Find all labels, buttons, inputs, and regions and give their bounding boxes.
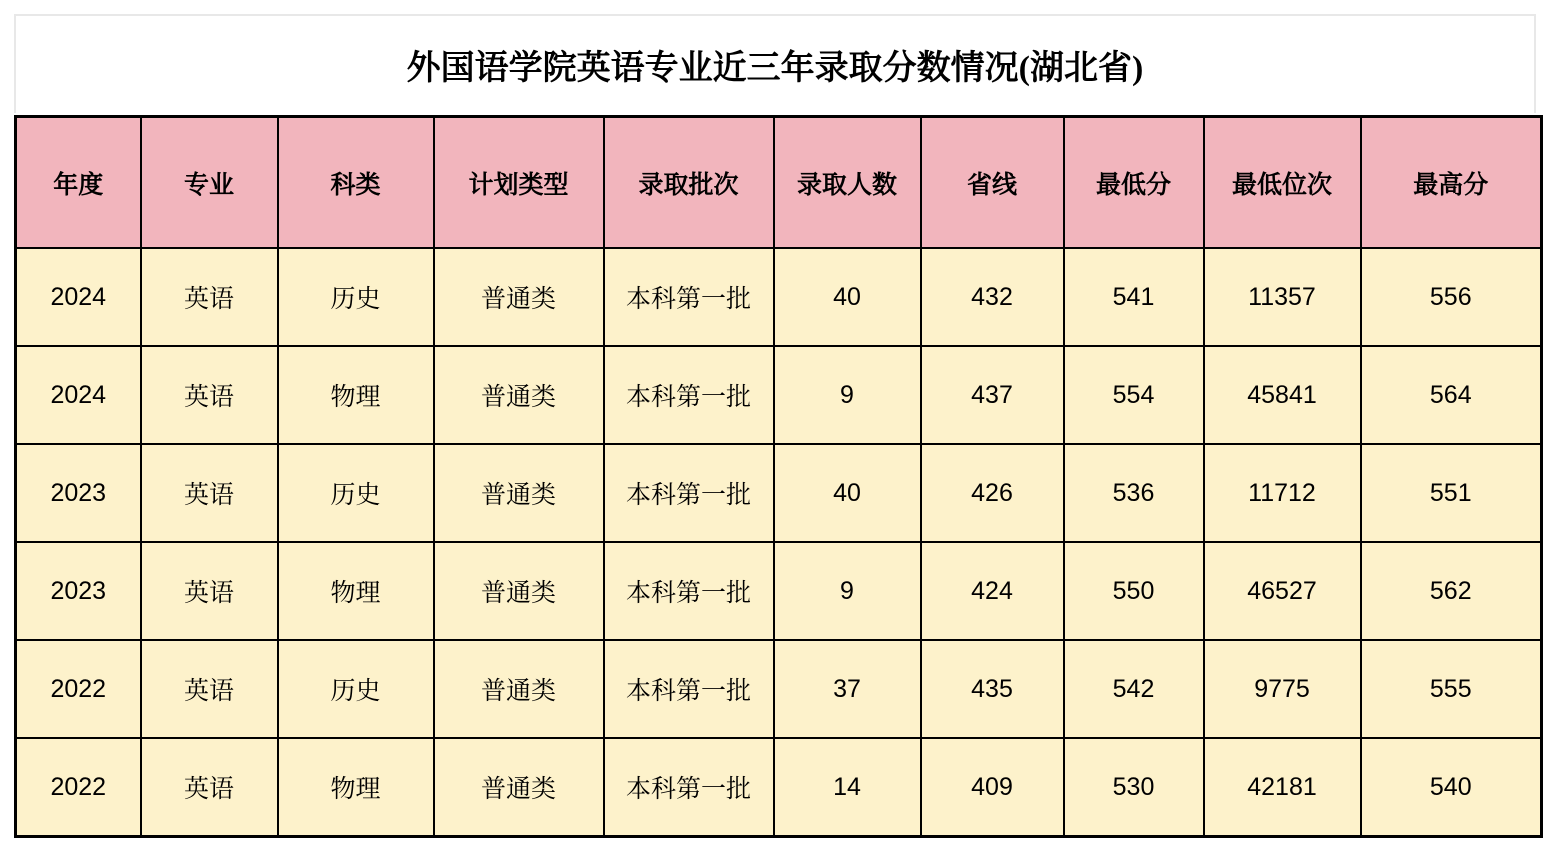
table-cell-batch: 本科第一批 (604, 248, 774, 346)
table-row (16, 542, 1542, 640)
table-cell-major: 英语 (141, 248, 278, 346)
table-cell-admit-count: 40 (774, 444, 921, 542)
table-cell-min-rank: 11712 (1204, 444, 1361, 542)
table-cell-admit-count: 37 (774, 640, 921, 738)
table-cell-prov-line: 409 (921, 738, 1064, 837)
table-cell-year: 2022 (16, 738, 141, 837)
table-cell-prov-line: 435 (921, 640, 1064, 738)
header-cell-min-rank: 最低位次 (1204, 117, 1361, 249)
table-row (16, 738, 1542, 837)
table-cell-prov-line: 424 (921, 542, 1064, 640)
table-cell-major: 英语 (141, 542, 278, 640)
table-cell-plan-type: 普通类 (434, 738, 604, 837)
table-cell-min-score: 536 (1064, 444, 1204, 542)
table-cell-max-score: 555 (1361, 640, 1542, 738)
table-row (16, 346, 1542, 444)
table-cell-batch: 本科第一批 (604, 444, 774, 542)
table-cell-min-score: 554 (1064, 346, 1204, 444)
table-cell-plan-type: 普通类 (434, 346, 604, 444)
table-cell-max-score: 562 (1361, 542, 1542, 640)
table-cell-min-rank: 42181 (1204, 738, 1361, 837)
table-header-row (16, 117, 1542, 249)
table-cell-prov-line: 437 (921, 346, 1064, 444)
table-cell-batch: 本科第一批 (604, 738, 774, 837)
table-cell-min-score: 542 (1064, 640, 1204, 738)
table-cell-batch: 本科第一批 (604, 346, 774, 444)
table-cell-min-rank: 45841 (1204, 346, 1361, 444)
table-cell-admit-count: 14 (774, 738, 921, 837)
table-cell-min-score: 550 (1064, 542, 1204, 640)
table-cell-prov-line: 432 (921, 248, 1064, 346)
table-cell-major: 英语 (141, 738, 278, 837)
table-cell-subject: 历史 (278, 444, 434, 542)
table-cell-subject: 物理 (278, 738, 434, 837)
table-cell-year: 2022 (16, 640, 141, 738)
table-cell-subject: 物理 (278, 542, 434, 640)
table-cell-max-score: 551 (1361, 444, 1542, 542)
table-cell-prov-line: 426 (921, 444, 1064, 542)
table-cell-major: 英语 (141, 444, 278, 542)
table-row (16, 444, 1542, 542)
table-body (16, 248, 1542, 837)
table-row (16, 640, 1542, 738)
table-cell-min-score: 530 (1064, 738, 1204, 837)
table-cell-max-score: 540 (1361, 738, 1542, 837)
header-cell-admit-count: 录取人数 (774, 117, 921, 249)
table-row (16, 248, 1542, 346)
table-cell-subject: 历史 (278, 248, 434, 346)
table-cell-year: 2023 (16, 542, 141, 640)
header-cell-year: 年度 (16, 117, 141, 249)
table-cell-min-rank: 9775 (1204, 640, 1361, 738)
table-cell-plan-type: 普通类 (434, 444, 604, 542)
title-box (14, 14, 1536, 113)
table-cell-max-score: 564 (1361, 346, 1542, 444)
table-cell-batch: 本科第一批 (604, 542, 774, 640)
header-cell-subject: 科类 (278, 117, 434, 249)
table-cell-major: 英语 (141, 346, 278, 444)
table-cell-year: 2024 (16, 248, 141, 346)
header-cell-prov-line: 省线 (921, 117, 1064, 249)
table-cell-year: 2023 (16, 444, 141, 542)
table-cell-plan-type: 普通类 (434, 248, 604, 346)
table-cell-major: 英语 (141, 640, 278, 738)
header-cell-plan-type: 计划类型 (434, 117, 604, 249)
table-cell-plan-type: 普通类 (434, 542, 604, 640)
table-cell-admit-count: 9 (774, 346, 921, 444)
table-cell-subject: 物理 (278, 346, 434, 444)
table-cell-max-score: 556 (1361, 248, 1542, 346)
header-cell-max-score: 最高分 (1361, 117, 1542, 249)
table-cell-min-score: 541 (1064, 248, 1204, 346)
table-cell-admit-count: 40 (774, 248, 921, 346)
admission-score-table (14, 115, 1543, 838)
page-title: 外国语学院英语专业近三年录取分数情况(湖北省) (406, 50, 1144, 87)
table-cell-batch: 本科第一批 (604, 640, 774, 738)
table-cell-min-rank: 46527 (1204, 542, 1361, 640)
header-cell-major: 专业 (141, 117, 278, 249)
table-cell-plan-type: 普通类 (434, 640, 604, 738)
header-cell-min-score: 最低分 (1064, 117, 1204, 249)
table-cell-admit-count: 9 (774, 542, 921, 640)
table-cell-min-rank: 11357 (1204, 248, 1361, 346)
header-cell-batch: 录取批次 (604, 117, 774, 249)
table-cell-subject: 历史 (278, 640, 434, 738)
table-cell-year: 2024 (16, 346, 141, 444)
